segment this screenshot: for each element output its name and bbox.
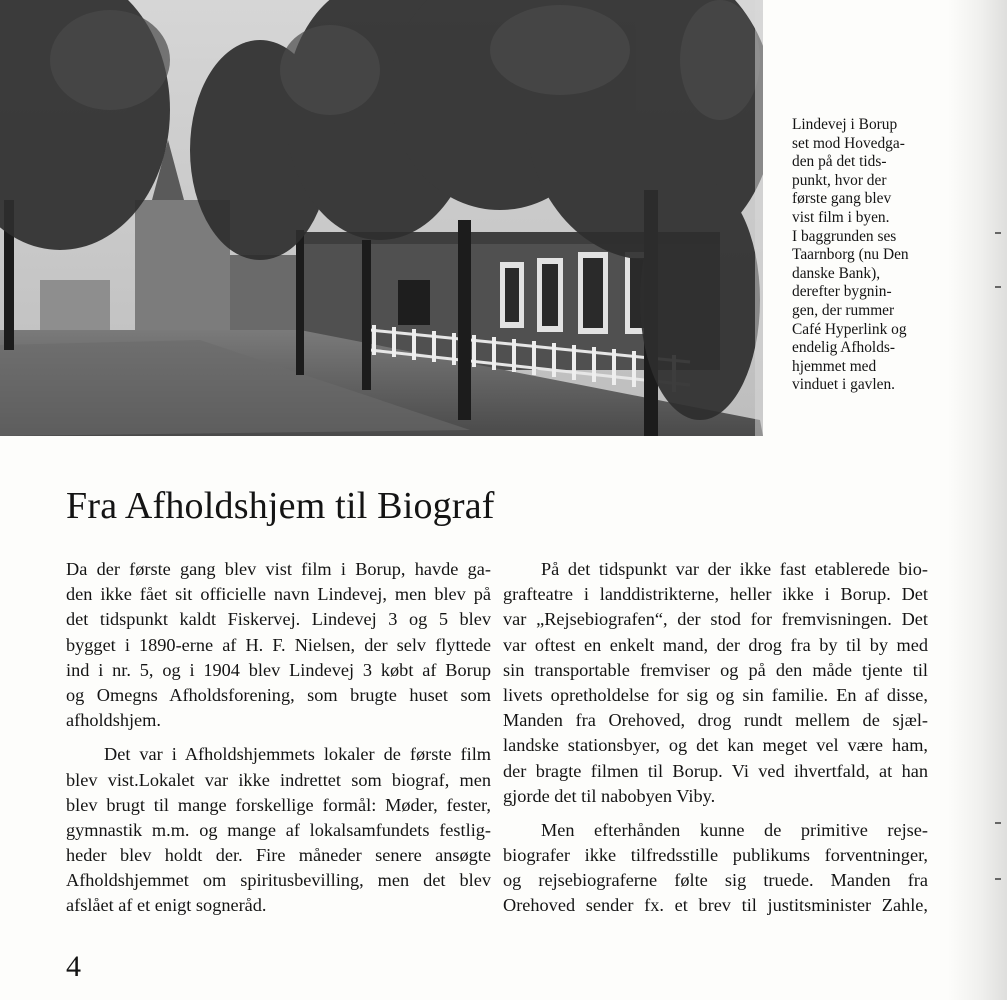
text-column-right [503, 557, 928, 919]
street-photograph [0, 0, 763, 436]
text-line: heder blev holdt der. Fire måneder senere ansøgte [66, 845, 491, 866]
margin-mark [995, 878, 1001, 880]
text-line: og rejsebiograferne følte sig truede. Manden fra [503, 870, 928, 891]
photo-caption [792, 116, 952, 395]
caption-line: den på det tids- [792, 153, 887, 171]
caption-line: punkt, hvor der [792, 171, 887, 189]
text-line: blev vist.Lokalet var ikke indrettet som biograf, men [66, 769, 491, 790]
page-number: 4 [66, 950, 81, 983]
caption-line: danske Bank), [792, 264, 881, 282]
caption-line: vinduet i gavlen. [792, 376, 896, 394]
margin-mark [995, 286, 1001, 288]
page-gutter-shadow [947, 0, 1007, 1000]
text-line: der bragte filmen til Borup. Vi ved ihvertfald, at han [503, 760, 928, 781]
text-line: afslået af et enigt sogneråd. [66, 895, 267, 916]
text-line: På det tidspunkt var der ikke fast etablerede bio- [541, 559, 928, 579]
caption-line: set mod Hovedga- [792, 134, 905, 152]
caption-line: endelig Afholds- [792, 339, 896, 357]
text-column-left [66, 557, 491, 919]
text-line: Orehoved sender fx. et brev til justitsminister Zahle, [503, 895, 928, 916]
text-line: Manden fra Orehoved, drog rundt mellem de sjæl- [503, 710, 928, 731]
text-line: Afholdshjemmet om spiritusbevilling, men det blev [66, 870, 491, 891]
caption-line: vist film i byen. [792, 208, 890, 226]
caption-line: Café Hyperlink og [792, 320, 907, 338]
caption-line: første gang blev [792, 190, 892, 208]
caption-line: hjemmet med [792, 357, 877, 375]
chapter-title: Fra Afholdshjem til Biograf [66, 485, 495, 527]
text-line: biografer ikke tilfredsstille publikums forventninger, [503, 845, 928, 866]
text-line: Da der første gang blev vist film i Borup, havde ga- [66, 559, 491, 579]
text-line: afholdshjem. [66, 710, 161, 731]
caption-line: Lindevej i Borup [792, 116, 898, 133]
text-line: livets opretholdelse for sig og sin familie. En af disse, [503, 684, 928, 705]
text-line: ind i nr. 5, og i 1904 blev Lindevej 3 købt af Borup [66, 659, 491, 680]
margin-mark [995, 232, 1001, 234]
text-line: gymnastik m.m. og mange af lokalsamfundets festlig- [66, 819, 491, 840]
caption-line: gen, der rummer [792, 301, 895, 319]
caption-line: I baggrunden ses [792, 227, 897, 245]
text-line: gjorde det til nabobyen Viby. [503, 785, 716, 806]
text-line: var „Rejsebiografen“, der stod for fremvisningen. Det [503, 609, 928, 630]
text-line: den ikke fået sit officielle navn Lindevej, men blev på [66, 584, 491, 605]
text-line: og Omegns Afholdsforening, som brugte huset som [66, 684, 491, 705]
text-line: bygget i 1890-erne af H. F. Nielsen, der selv flyttede [66, 634, 491, 655]
caption-line: Taarnborg (nu Den [792, 246, 909, 264]
text-line: var oftest en enkelt mand, der drog fra by til by med [503, 634, 928, 655]
text-line: blev brugt til mange forskellige formål: Møder, fester, [66, 794, 491, 815]
margin-mark [995, 822, 1001, 824]
text-line: det tidspunkt kaldt Fiskervej. Lindevej 3 og 5 blev [66, 609, 491, 630]
caption-line: derefter bygnin- [792, 283, 892, 301]
text-line: grafteatre i landdistrikterne, heller ikke i Borup. Det [503, 584, 928, 605]
text-line: Det var i Afholdshjemmets lokaler de første film [104, 744, 491, 765]
text-line: landske stationsbyer, og det kan meget vel være ham, [503, 735, 928, 756]
text-line: sin transportable fremviser og på den måde tjente til [503, 659, 928, 680]
text-line: Men efterhånden kunne de primitive rejse- [541, 819, 928, 840]
